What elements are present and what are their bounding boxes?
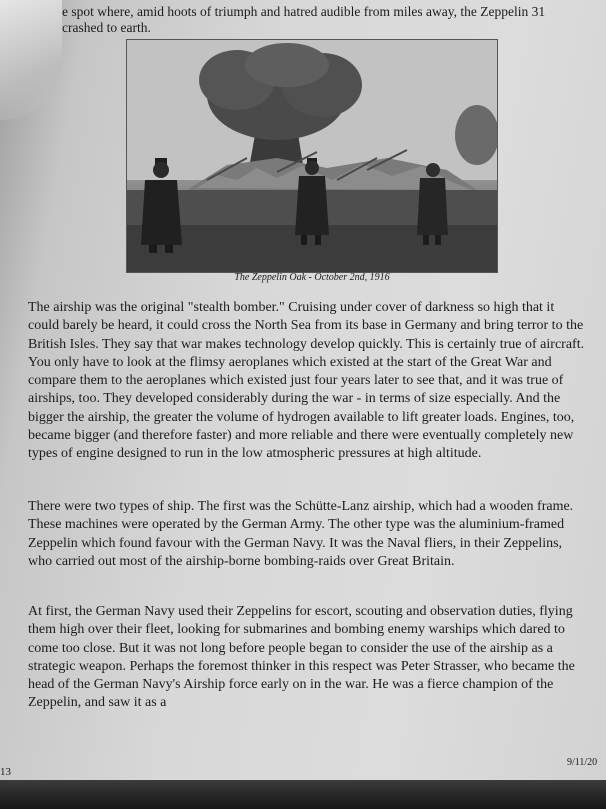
print-date: 9/11/20 (567, 757, 598, 768)
paragraph-types-of-ship: There were two types of ship. The first was the Schütte-Lanz airship, which had a wooden frame. These machines were operated by the German Army. The other type was the aluminium-framed Zeppelin which found favour with the German Navy. It was the Naval fliers, in their Zeppelins, who carried out most of the airship-borne bombing-raids over Great Britain. (28, 499, 574, 569)
paragraph-german-navy: At first, the German Navy used their Zeppelins for escort, scouting and observation duties, flying them high over their fleet, looking for submarines and bombing enemy warships which dared to come too close. But it was not long before people began to consider the use of the airship as a strategic weapon. Perhaps the foremost thinker in this respect was Peter Strasser, who became the head of the German Navy's Airship force early on in the war. He was a fierce champion of the Zeppelin, and saw it as a (28, 604, 575, 711)
page-number: 13 (0, 766, 11, 778)
photo-caption: The Zeppelin Oak - October 2nd, 1916 (234, 272, 390, 283)
photo-illustration (127, 40, 497, 272)
paragraph-stealth-bomber: The airship was the original "stealth bomber." Cruising under cover of darkness so high that it could barely be heard, it could cross the North Sea from its base in Germany and bring terror to the British Isles. They say that war makes technology develop quickly. This is certainly true of aircraft. You only have to look at the flimsy aeroplanes which existed at the start of the Great War and compare them to the aeroplanes which existed just four years later to see that, and it was true of airships, too. They developed considerably during the war - in terms of size especially. And the bigger the airship, the greater the volume of hydrogen available to lift greater loads. Engines, too, became bigger (and therefore faster) and more reliable and there were eventually completely new types of engine designed to run in the low atmospheric pressures at high altitude. (28, 300, 585, 462)
previous-page-edge (0, 0, 62, 120)
zeppelin-oak-photo (127, 40, 497, 272)
continued-text: e spot where, amid hoots of triumph and hatred audible from miles away, the Zeppelin 31 crashed to earth. (62, 4, 546, 35)
page-bottom-shadow (0, 780, 606, 809)
